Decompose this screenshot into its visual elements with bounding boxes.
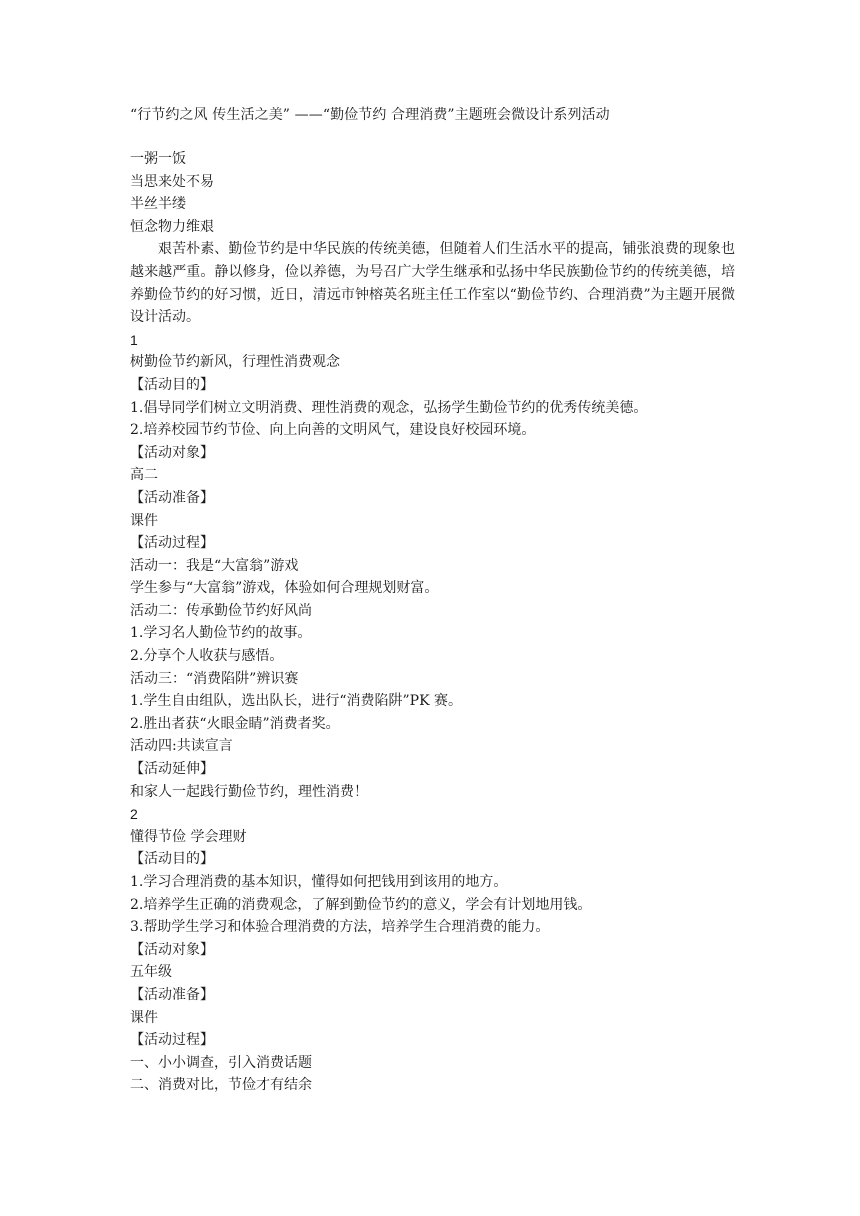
audience-value: 高二 (130, 467, 158, 484)
subheading-process: 【活动过程】 (130, 1032, 214, 1049)
blank-line (130, 126, 735, 148)
extension-text: 和家人一起践行勤俭节约，理性消费！ (130, 783, 368, 800)
document-page (130, 104, 735, 1097)
section-number: 1 (130, 331, 138, 348)
poem (130, 148, 735, 238)
subheading-audience: 【活动对象】 (130, 444, 214, 461)
section-2 (130, 803, 735, 1097)
list-item: 2.分享个人收获与感悟。 (130, 648, 284, 665)
activity-title: 活动四:共读宣言 (130, 738, 233, 755)
activity-title: 活动三：“消费陷阱”辨识赛 (130, 670, 299, 687)
list-item: 1.学习合理消费的基本知识，懂得如何把钱用到该用的地方。 (130, 874, 508, 890)
list-item: 1.学生自由组队，选出队长，进行“消费陷阱”PK 赛。 (130, 693, 462, 710)
process-step: 一、小小调查，引入消费话题 (130, 1054, 312, 1071)
subheading-preparation: 【活动准备】 (130, 986, 214, 1003)
poem-line: 一粥一饭 (130, 151, 186, 167)
subheading-extension: 【活动延伸】 (130, 761, 214, 778)
poem-line: 恒念物力维艰 (130, 218, 214, 235)
subheading-process: 【活动过程】 (130, 535, 214, 552)
list-item: 3.帮助学生学习和体验合理消费的方法，培养学生合理消费的能力。 (130, 919, 550, 936)
activity-title: 活动一：我是“大富翁”游戏 (130, 557, 299, 574)
section-heading: 懂得节俭 学会理财 (130, 828, 247, 845)
list-item: 1.倡导同学们树立文明消费、理性消费的观念，弘扬学生勤俭节约的优秀传统美德。 (130, 399, 648, 416)
audience-value: 五年级 (130, 964, 172, 981)
list-item: 2.培养学生正确的消费观念，了解到勤俭节约的意义，学会有计划地用钱。 (130, 896, 592, 913)
poem-line: 半丝半缕 (130, 196, 186, 213)
intro-paragraph: 艰苦朴素、勤俭节约是中华民族的传统美德，但随着人们生活水平的提高，铺张浪费的现象也越来越严重。静以修身，俭以养德，为号召广大学生继承和弘扬中华民族勤俭节约的传统美德，培养勤俭节约的好习惯，近日，清远市钟榕英名班主任工作室以“勤俭节约、合理消费”为主题开展微设计活动。 (130, 241, 735, 326)
section-number: 2 (130, 806, 138, 823)
subheading-purpose: 【活动目的】 (130, 851, 214, 868)
process-step: 二、消费对比，节俭才有结余 (130, 1077, 312, 1094)
poem-line: 当思来处不易 (130, 173, 214, 190)
list-item: 2.胜出者获“火眼金睛”消费者奖。 (130, 715, 340, 732)
activity-title: 活动二：传承勤俭节约好风尚 (130, 602, 312, 619)
subheading-purpose: 【活动目的】 (130, 376, 214, 393)
document-title: “行节约之风 传生活之美” ——“勤俭节约 合理消费”主题班会微设计系列活动 (130, 107, 610, 123)
section-heading: 树勤俭节约新风，行理性消费观念 (130, 354, 340, 371)
list-item: 2.培养校园节约节俭、向上向善的文明风气，建设良好校园环境。 (130, 422, 536, 439)
subheading-audience: 【活动对象】 (130, 941, 214, 958)
preparation-value: 课件 (130, 1009, 158, 1026)
subheading-preparation: 【活动准备】 (130, 489, 214, 506)
activity-text: 学生参与“大富翁”游戏，体验如何合理规划财富。 (130, 580, 439, 597)
list-item: 1.学习名人勤俭节约的故事。 (130, 625, 312, 642)
preparation-value: 课件 (130, 512, 158, 529)
section-1 (130, 329, 735, 803)
